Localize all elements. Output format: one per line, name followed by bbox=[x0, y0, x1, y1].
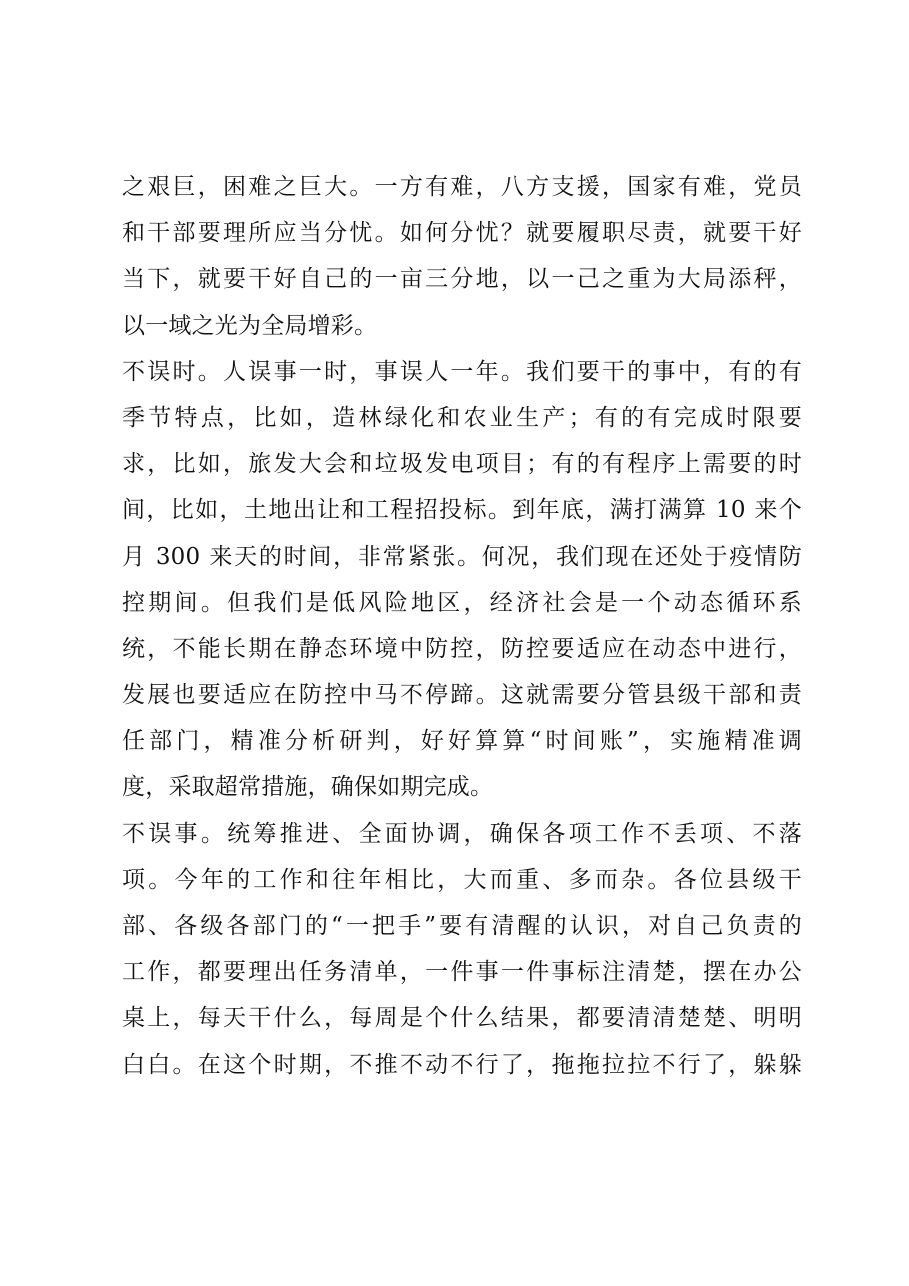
text-line: 项。今年的工作和往年相比，大而重、多而杂。各位县级干 bbox=[122, 866, 802, 893]
text-line: 之艰巨，困难之巨大。一方有难，八方支援，国家有难，党员 bbox=[122, 174, 802, 200]
text-line: 求，比如，旅发大会和垃圾发电项目；有的有程序上需要的时 bbox=[122, 451, 802, 478]
text-line: 不误事。统筹推进、全面协调，确保各项工作不丢项、不落 bbox=[122, 820, 802, 847]
text-line: 控期间。但我们是低风险地区，经济社会是一个动态循环系 bbox=[122, 589, 802, 616]
text-line: 和干部要理所应当分忧。如何分忧？就要履职尽责，就要干好 bbox=[122, 220, 802, 247]
text-line: 工作，都要理出任务清单，一件事一件事标注清楚，摆在办公 bbox=[122, 959, 802, 986]
text-line: 任部门，精准分析研判，好好算算“时间账”，实施精准调 bbox=[122, 728, 802, 755]
text-line: 间，比如，土地出让和工程招投标。到年底，满打满算 10 来个 bbox=[122, 497, 802, 524]
text-line: 部、各级各部门的“一把手”要有清醒的认识，对自己负责的 bbox=[122, 913, 802, 939]
text-line: 统，不能长期在静态环境中防控，防控要适应在动态中进行， bbox=[122, 635, 802, 662]
text-line: 白白。在这个时期，不推不动不行了，拖拖拉拉不行了，躲躲 bbox=[122, 1051, 802, 1078]
body-text bbox=[122, 164, 802, 1088]
text-line: 以一域之光为全局增彩。 bbox=[122, 312, 378, 339]
text-line: 月 300 来天的时间，非常紧张。何况，我们现在还处于疫情防 bbox=[122, 543, 802, 570]
text-line: 当下，就要干好自己的一亩三分地，以一己之重为大局添秤， bbox=[122, 266, 802, 293]
text-line: 季节特点，比如，造林绿化和农业生产；有的有完成时限要 bbox=[122, 404, 802, 431]
text-line: 桌上，每天干什么，每周是个什么结果，都要清清楚楚、明明 bbox=[122, 1005, 802, 1032]
text-line: 度，采取超常措施，确保如期完成。 bbox=[122, 774, 494, 801]
text-line: 发展也要适应在防控中马不停蹄。这就需要分管县级干部和责 bbox=[122, 682, 802, 709]
text-line: 不误时。人误事一时，事误人一年。我们要干的事中，有的有 bbox=[122, 358, 802, 385]
